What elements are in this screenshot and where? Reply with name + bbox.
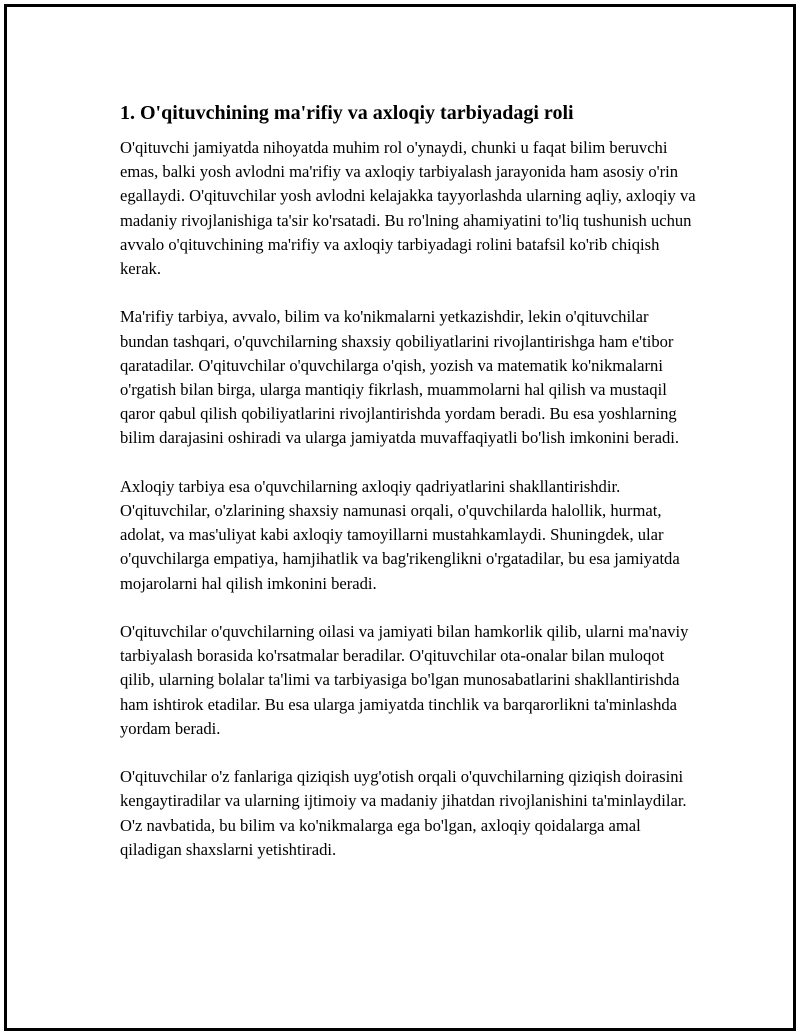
document-body xyxy=(120,100,700,886)
paragraph-5: O'qituvchilar o'z fanlariga qiziqish uyg'otish orqali o'quvchilarning qiziqish doirasini kengaytiradilar va ularning ijtimoiy va madaniy jihatdan rivojlanishini ta'minlaydilar. O'z navbatida, bu bilim va ko'nikmalarga ega bo'lgan, axloqiy qoidalarga amal qiladigan shaxslarni yetishtiradi. xyxy=(120,767,687,859)
paragraph-3: Axloqiy tarbiya esa o'quvchilarning axloqiy qadriyatlarini shakllantirishdir. O'qituvchilar, o'zlarining shaxsiy namunasi orqali, o'quvchilarda halollik, hurmat, adolat, va mas'uliyat kabi axloqiy tamoyillarni mustahkamlaydi. Shuningdek, ular o'quvchilarga empatiya, hamjihatlik va bag'rikenglikni o'rgatadilar, bu esa jamiyatda mojarolarni hal qilish imkonini beradi. xyxy=(120,476,680,593)
paragraph-1: O'qituvchi jamiyatda nihoyatda muhim rol o'ynaydi, chunki u faqat bilim beruvchi emas, balki yosh avlodni ma'rifiy va axloqiy tarbiyalash jarayonida ham asosiy o'rin egallaydi. O'qituvchilar yosh avlodni kelajakka tayyorlashda ularning aqliy, axloqiy va madaniy rivojlanishiga ta'sir ko'rsatadi. Bu ro'lning ahamiyatini to'liq tushunish uchun avvalo o'qituvchining ma'rifiy va axloqiy tarbiyadagi rolini batafsil ko'rib chiqish kerak. xyxy=(120,138,696,279)
paragraph-4: O'qituvchilar o'quvchilarning oilasi va jamiyati bilan hamkorlik qilib, ularni ma'naviy tarbiyalash borasida ko'rsatmalar beradilar. O'qituvchilar ota-onalar bilan muloqot qilib, ularning bolalar ta'limi va tarbiyasiga bo'lgan munosabatlarini shakllantirishda ham ishtirok etadilar. Bu esa ularga jamiyatda tinchlik va barqarorlikni ta'minlashda yordam beradi. xyxy=(120,622,689,738)
page-frame xyxy=(4,4,796,1031)
paragraph-2: Ma'rifiy tarbiya, avvalo, bilim va ko'nikmalarni yetkazishdir, lekin o'qituvchilar bundan tashqari, o'quvchilarning shaxsiy qobiliyatlarini rivojlantirishga ham e'tibor qaratadilar. O'qituvchilar o'quvchilarga o'qish, yozish va matematik ko'nikmalarni o'rgatish bilan birga, ularga mantiqiy fikrlash, muammolarni hal qilish va mustaqil qaror qabul qilish qobiliyatlarini rivojlantirishda yordam beradi. Bu esa yoshlarning bilim darajasini oshiradi va ularga jamiyatda muvaffaqiyatli bo'lish imkonini beradi. xyxy=(120,307,680,448)
document-title: 1. O'qituvchining ma'rifiy va axloqiy tarbiyadagi roli xyxy=(120,102,574,124)
